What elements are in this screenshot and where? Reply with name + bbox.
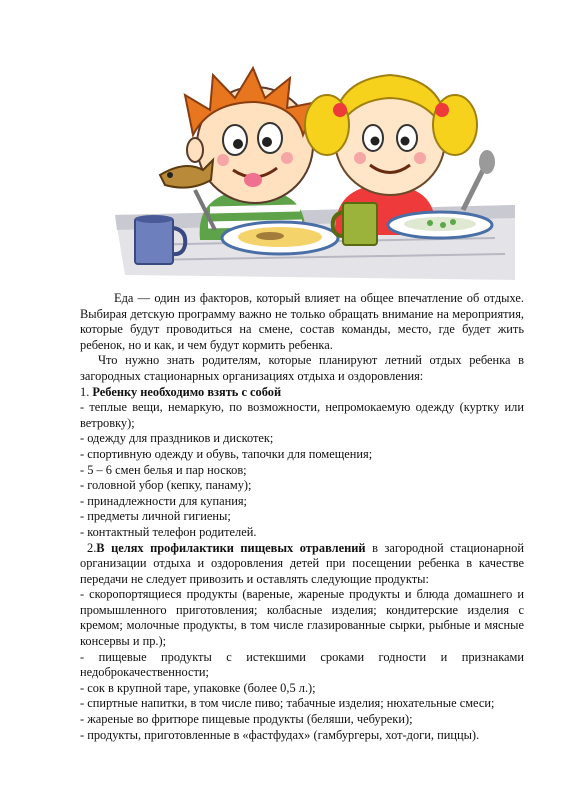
list-item: - продукты, приготовленные в «фастфудах» (гамбургеры, хот-доги, пиццы). <box>80 727 480 742</box>
list-item: - предметы личной гигиены; <box>80 509 231 524</box>
section1-heading-text: Ребенку необходимо взять с собой <box>92 384 282 399</box>
list-item: - сок в крупной таре, упаковке (более 0,5 л.); <box>80 680 316 695</box>
section1-heading <box>80 385 524 401</box>
boy-figure <box>185 68 317 240</box>
list-item: - головной убор (кепку, панаму); <box>80 478 252 493</box>
list-item: - одежду для праздников и дискотек; <box>80 431 274 446</box>
list-item: - жареные во фритюре пищевые продукты (беляши, чебуреки); <box>80 712 413 727</box>
list-item: - теплые вещи, немаркую, по возможности, непромокаемую одежду (куртку или ветровку); <box>80 400 524 430</box>
section2-paragraph <box>80 541 524 588</box>
list-item: - спиртные напитки, в том числе пиво; табачные изделия; нюхательные смеси; <box>80 696 495 711</box>
list-item: - скоропортящиеся продукты (вареные, жареные продукты и блюда домашнего и промышленного приготовления; колбасные изделия; кондитерские изделия с кремом; молочные продукты, в том числе глазированные сырки, рыбные и мясные консервы и пр.); <box>80 587 524 649</box>
intro-paragraph-1: Еда — один из факторов, который влияет на общее впечатление об отдыхе. Выбирая детскую программу важно не только обращать внимание на мероприятия, которые будут проводиться на смене, состав команды, место, где будет жить ребенок, но и как, и чем будут кормить ребенка. <box>80 291 524 352</box>
section2-number: 2. <box>87 540 97 555</box>
fork-right <box>463 150 495 210</box>
children-eating-illustration <box>95 40 515 280</box>
plate-right <box>388 212 492 238</box>
section2-intro-text: в загородной стационарной организации отдыха и оздоровления детей при посещении ребенка в качестве передачи не следует привозить и оставлять следующие продукты: <box>80 540 524 586</box>
document-body <box>80 291 524 743</box>
section1-number: 1. <box>80 384 90 399</box>
list-item: - принадлежности для купания; <box>80 493 247 508</box>
plate-left <box>222 222 338 254</box>
list-item: - спортивную одежду и обувь, тапочки для помещения; <box>80 446 373 461</box>
list-item: - пищевые продукты с истекшими сроками годности и признаками недоброкачественности; <box>80 649 524 680</box>
section2-heading-text: В целях профилактики пищевых отравлений <box>96 540 366 555</box>
list-item: - контактный телефон родителей. <box>80 524 257 539</box>
intro-paragraph-2: Что нужно знать родителям, которые планируют летний отдых ребенка в загородных стационарных организациях отдыха и оздоровления: <box>80 353 524 383</box>
list-item: - 5 – 6 смен белья и пар носков; <box>80 462 247 477</box>
